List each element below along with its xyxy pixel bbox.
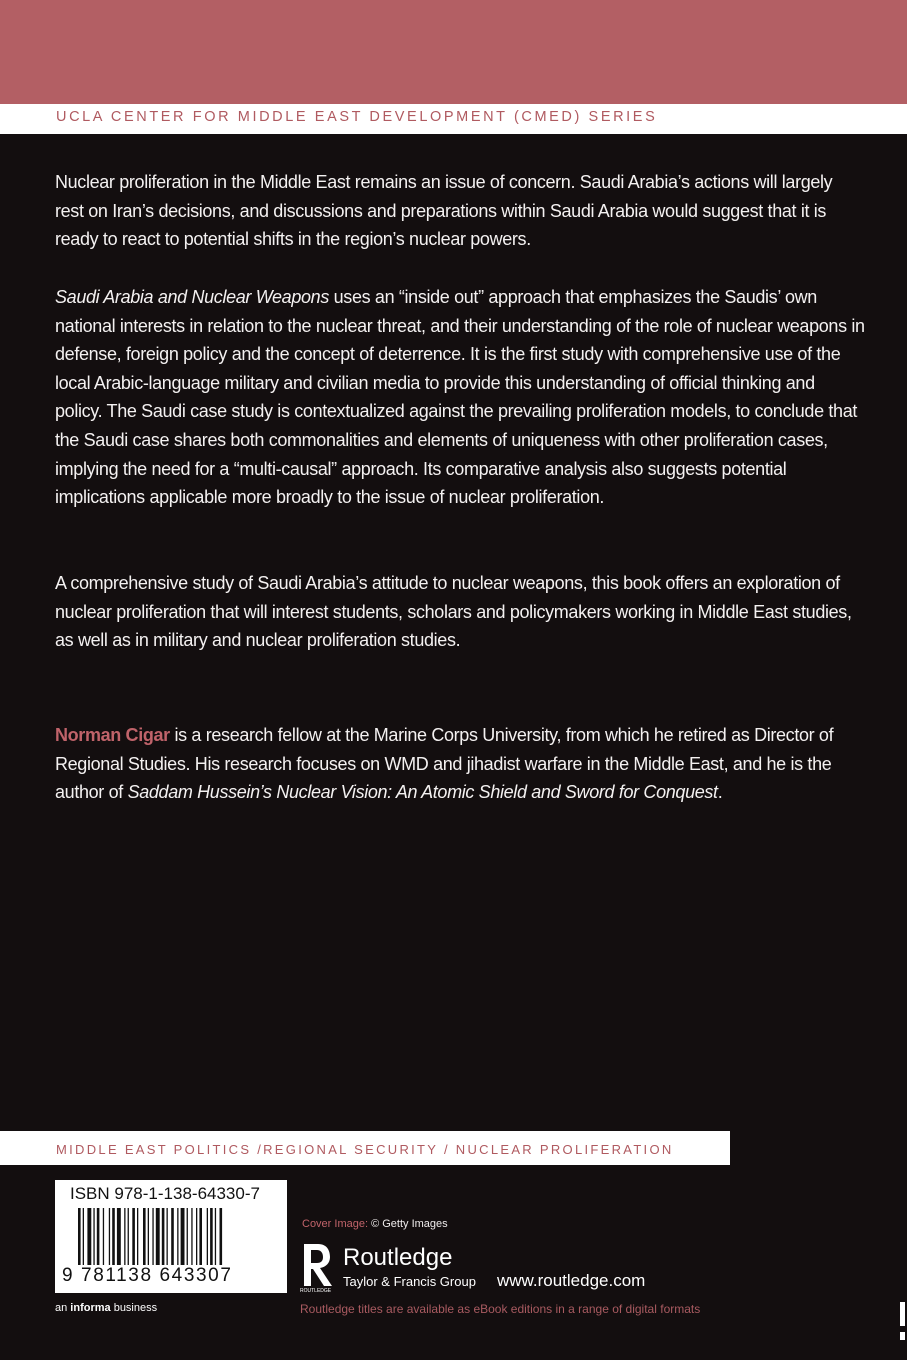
barcode-bar: [196, 1208, 197, 1272]
informa-business-label: an informa business: [55, 1302, 158, 1314]
description-paragraph-2: [55, 283, 865, 512]
barcode-bar: [199, 1208, 202, 1272]
author-bio-text: is a research fellow at the Marine Corps University, from which he retired as Director of Regional Studies. His research focuses on WMD and jihadist warfare in the Middle East, and he is the author of: [55, 725, 834, 803]
svg-text:ROUTLEDGE: ROUTLEDGE: [300, 1288, 332, 1294]
publisher-name: Routledge: [343, 1244, 453, 1271]
barcode-bar: [124, 1208, 125, 1272]
barcode-bar: [171, 1208, 174, 1272]
barcode-bar: [78, 1208, 81, 1272]
book-title-italic: Saudi Arabia and Nuclear Weapons: [55, 287, 329, 307]
barcode-bar: [103, 1208, 104, 1272]
series-title: UCLA CENTER FOR MIDDLE EAST DEVELOPMENT (CMED) SERIES: [56, 109, 658, 125]
barcode-bar: [177, 1208, 178, 1272]
barcode-bar: [167, 1208, 168, 1272]
barcode-bar: [143, 1208, 146, 1272]
barcode-bar: [112, 1208, 115, 1272]
description-paragraph-1: Nuclear proliferation in the Middle East remains an issue of concern. Saudi Arabia’s actions will largely rest on Iran’s decisions, and discussions and preparations within Saudi Arabia would suggest that it is ready to react to potential shifts in the region’s nuclear powers.: [55, 172, 833, 250]
barcode-bar: [156, 1208, 160, 1272]
barcode-bar: [93, 1208, 94, 1272]
publisher-website[interactable]: www.routledge.com: [497, 1271, 646, 1290]
barcode-bar: [220, 1208, 223, 1272]
barcode-bar: [83, 1208, 84, 1272]
description-paragraph-3: A comprehensive study of Saudi Arabia’s attitude to nuclear weapons, this book offers an exploration of nuclear proliferation that will interest students, scholars and policymakers working in Middle East studies, as well as in military and nuclear proliferation studies.: [55, 573, 852, 651]
barcode-bar: [97, 1208, 100, 1272]
barcode-bar: [109, 1208, 110, 1272]
barcode-bar: [117, 1208, 121, 1272]
barcode-bar: [215, 1208, 216, 1272]
cover-image-credit: Cover Image: © Getty Images: [302, 1218, 448, 1230]
barcode-bar: [181, 1208, 185, 1272]
top-color-band: [0, 0, 907, 104]
spine-edge-mark: [897, 1300, 907, 1360]
barcode-bar: [210, 1208, 213, 1272]
author-book-title: Saddam Hussein’s Nuclear Vision: An Atomic Shield and Sword for Conquest: [127, 782, 718, 803]
barcode-bar: [87, 1208, 91, 1272]
isbn-number: ISBN 978-1-138-64330-7: [70, 1184, 260, 1203]
barcode-bar: [207, 1208, 208, 1272]
routledge-logo-icon: [300, 1242, 336, 1294]
barcode-bar: [187, 1208, 188, 1272]
barcode-bar: [137, 1208, 138, 1272]
barcode-icon: [78, 1208, 273, 1272]
author-bio: Norman Cigar is a research fellow at the Marine Corps University, from which he retired as Director of Regional Studies. His research focuses on WMD and jihadist warfare in the Middle East, and he is the author of Saddam Hussein’s Nuclear Vision: An Atomic Shield and Sword for Conquest.: [55, 725, 834, 803]
barcode-bar: [152, 1208, 153, 1272]
publisher-group: Taylor & Francis Group: [343, 1274, 476, 1289]
author-name: Norman Cigar: [55, 725, 170, 745]
barcode-bar: [162, 1208, 165, 1272]
barcode-bar: [132, 1208, 135, 1272]
barcode-bar: [191, 1208, 192, 1272]
subject-categories: MIDDLE EAST POLITICS /REGIONAL SECURITY / NUCLEAR PROLIFERATION: [56, 1142, 674, 1157]
barcode-digits: 9 781138 643307: [62, 1265, 233, 1286]
paragraph-2-text: uses an “inside out” approach that emphasizes the Saudis’ own national interests in relation to the nuclear threat, and their understanding of the role of nuclear weapons in defense, foreign policy and the concept of deterrence. It is the first study with comprehensive use of the local Arabic-language military and civilian media to provide this understanding of official thinking and policy. The Saudi case study is contextualized against the prevailing proliferation models, to conclude that the Saudi case shares both commonalities and elements of uniqueness with other proliferation cases, implying the need for a “multi-causal” approach. Its comparative analysis also suggests potential implications applicable more broadly to the issue of nuclear proliferation.: [55, 287, 865, 508]
barcode-bar: [128, 1208, 129, 1272]
barcode-bar: [148, 1208, 149, 1272]
ebook-availability-note: Routledge titles are available as eBook editions in a range of digital formats: [300, 1302, 701, 1316]
